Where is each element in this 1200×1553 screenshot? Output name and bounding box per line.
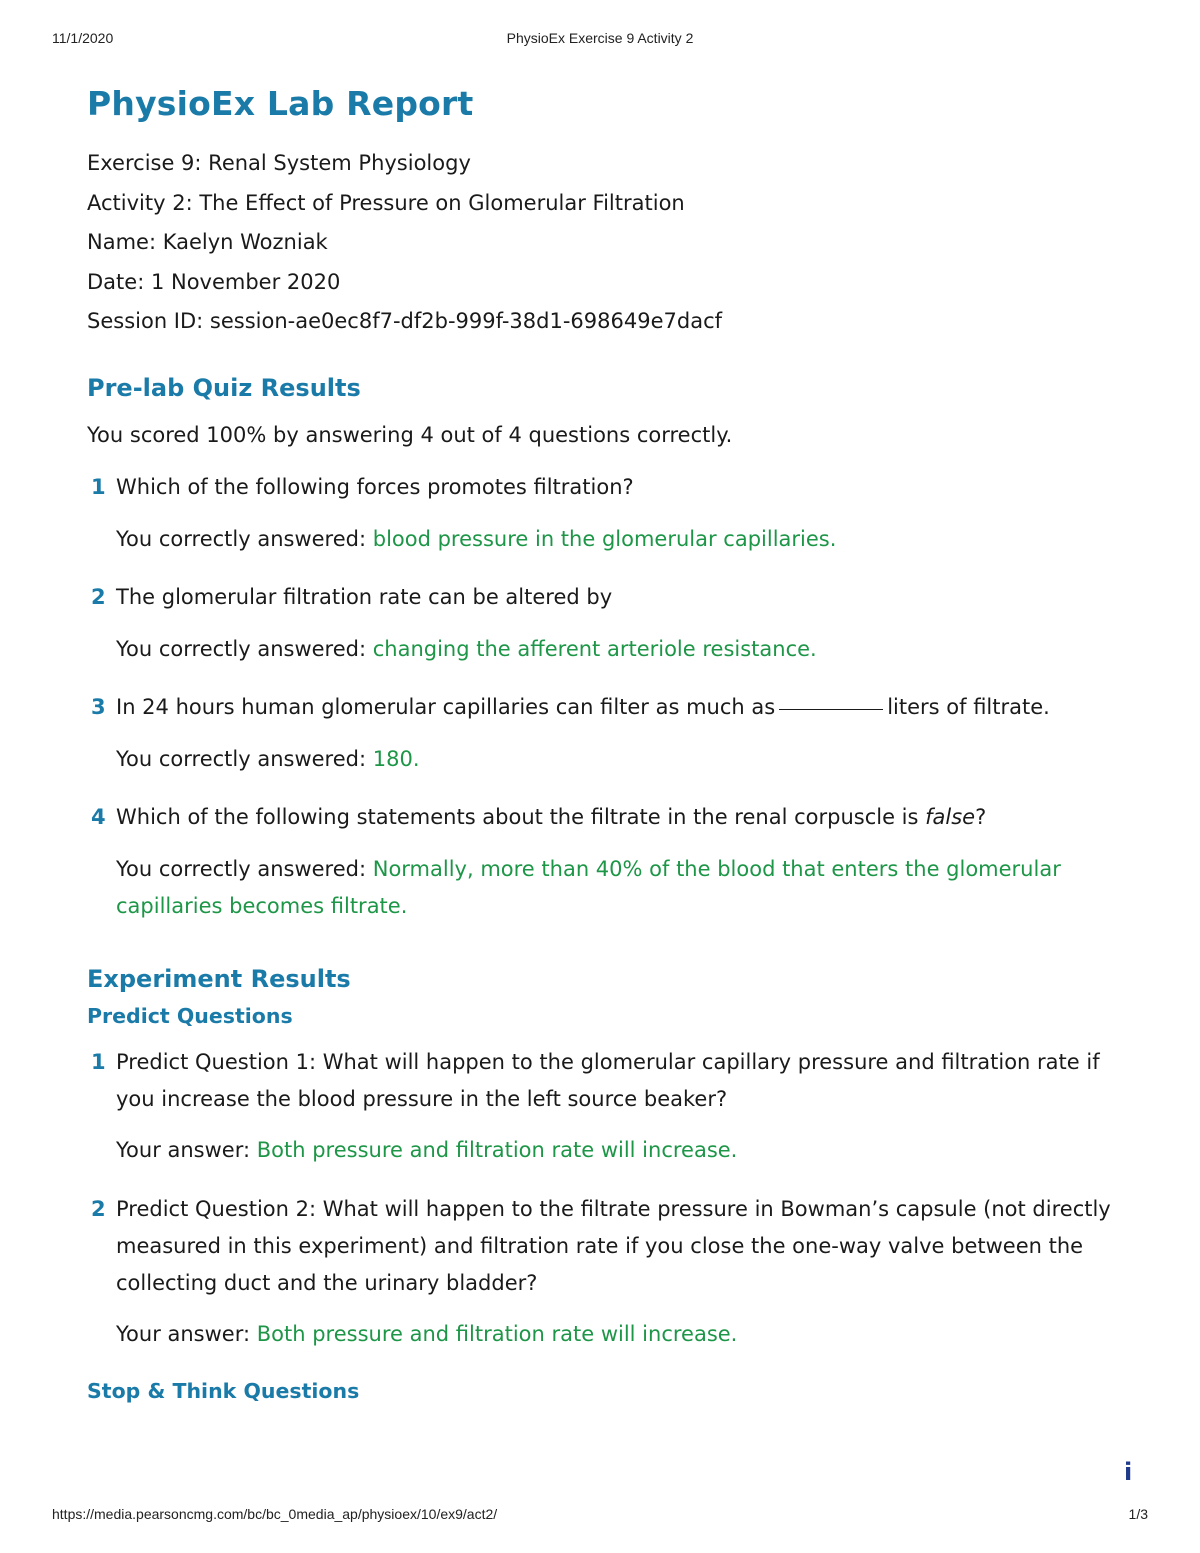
quiz-answer [87,521,1127,558]
answer-value: Both pressure and filtration rate will increase. [256,1321,738,1346]
quiz-answer [87,631,1127,668]
print-footer [52,1506,1148,1526]
quiz-question [87,689,1127,726]
question-emphasis: false [925,804,976,829]
page-title: PhysioEx Lab Report [87,84,474,123]
stop-think-heading: Stop & Think Questions [87,1378,360,1403]
report-content [87,84,1127,1403]
quiz-answer [87,851,1127,925]
answer-value: Normally, more than 40% of the blood that enters the glomerular capillaries becomes filtrate. [116,856,1061,918]
predict-question [87,1191,1127,1302]
answer-label: Your answer: [116,1321,257,1346]
predict-question [87,1044,1127,1118]
question-number: 1 [91,474,106,499]
question-text: Which of the following forces promotes filtration? [116,474,634,499]
exercise-line: Exercise 9: Renal System Physiology [87,151,471,175]
answer-value: 180. [372,746,420,771]
answer-label: You correctly answered: [116,856,373,881]
question-number: 4 [91,804,106,829]
activity-line: Activity 2: The Effect of Pressure on Glomerular Filtration [87,190,685,215]
question-number: 2 [91,584,106,609]
answer-label: You correctly answered: [116,526,373,551]
report-meta [87,144,1127,342]
prelab-heading: Pre-lab Quiz Results [87,373,361,402]
quiz-question [87,469,1127,506]
question-number: 2 [91,1196,106,1221]
predict-answer [87,1132,1127,1169]
question-number: 1 [91,1049,106,1074]
answer-label: You correctly answered: [116,636,373,661]
quiz-question [87,799,1127,836]
answer-label: You correctly answered: [116,746,373,771]
question-number: 3 [91,694,106,719]
answer-label: Your answer: [116,1137,257,1162]
print-title: PhysioEx Exercise 9 Activity 2 [506,30,694,46]
answer-value: Both pressure and filtration rate will increase. [256,1137,738,1162]
session-line: Session ID: session-ae0ec8f7-df2b-999f-38d1-698649e7dacf [87,309,723,333]
print-url[interactable]: https://media.pearsoncmg.com/bc/bc_0media_ap/physioex/10/ex9/act2/ [52,1506,498,1522]
question-text: Predict Question 2: What will happen to the filtrate pressure in Bowman’s capsule (not directly measured in this experiment) and filtration rate if you close the one-way valve between the collecting duct and the urinary bladder? [116,1196,1111,1295]
question-text-tail: liters of filtrate. [887,694,1050,719]
answer-value: changing the afferent arteriole resistance. [372,636,817,661]
quiz-question [87,579,1127,616]
name-line: Name: Kaelyn Wozniak [87,230,328,254]
quiz-answer [87,741,1127,778]
question-text: Which of the following statements about the filtrate in the renal corpuscle is [116,804,926,829]
print-header [52,30,1148,50]
date-line: Date: 1 November 2020 [87,269,341,294]
quiz-score: You scored 100% by answering 4 out of 4 questions correctly. [87,422,733,447]
question-text-tail: ? [975,804,987,829]
page-number: 1/3 [1128,1506,1148,1522]
experiment-heading: Experiment Results [87,964,351,993]
fill-in-blank [779,708,883,710]
print-date: 11/1/2020 [52,30,114,46]
answer-value: blood pressure in the glomerular capillaries. [372,526,837,551]
predict-answer [87,1316,1127,1353]
predict-heading: Predict Questions [87,1003,293,1028]
question-text: The glomerular filtration rate can be altered by [116,584,613,609]
question-text: In 24 hours human glomerular capillaries can filter as much as [116,694,776,719]
question-text: Predict Question 1: What will happen to the glomerular capillary pressure and filtration rate if you increase the blood pressure in the left source beaker? [116,1049,1100,1111]
info-icon[interactable]: i [1124,1458,1133,1486]
